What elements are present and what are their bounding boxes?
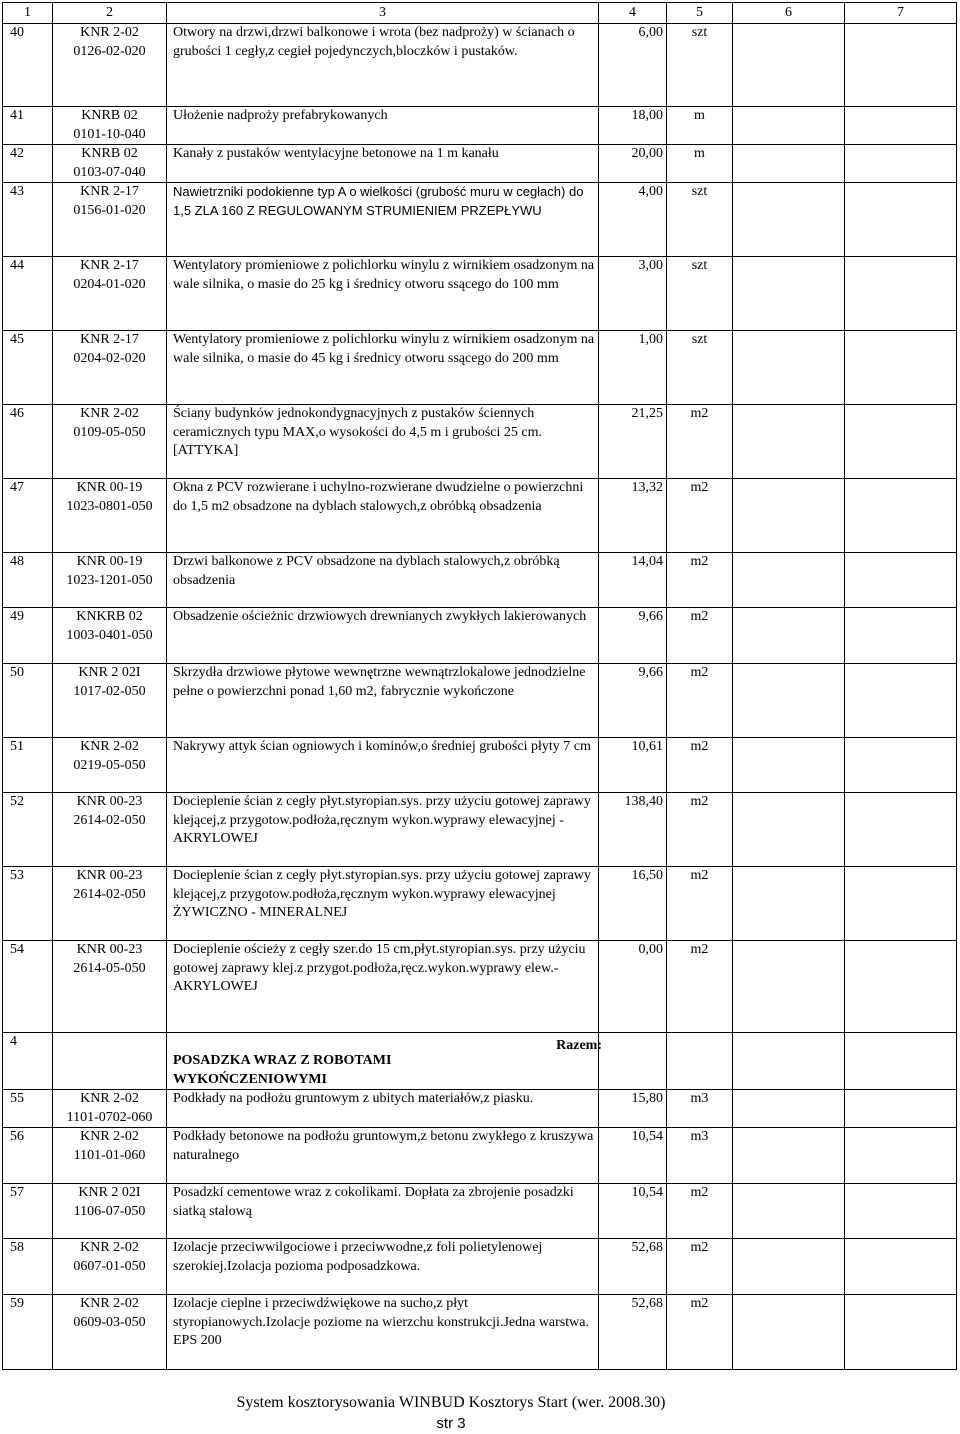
table-row [3,1090,957,1128]
value-cell [845,479,957,553]
item-description: Podkłady betonowe na podłożu gruntowym,z betonu zwykłego z kruszywa naturalnego [167,1128,599,1184]
table-row [3,553,957,608]
item-description: Kanały z pustaków wentylacyjne betonowe na 1 m kanału [167,145,599,183]
value-cell [845,553,957,608]
table-row [3,1184,957,1239]
norm-code-cell [53,664,167,738]
quantity-value: 52,68 [599,1239,667,1295]
price-cell [733,107,845,145]
quantity-value: 4,00 [599,183,667,257]
norm-position: 1101-01-060 [73,1147,146,1163]
norm-position: 1023-1201-050 [66,572,153,588]
item-number: 50 [3,664,53,738]
norm-catalog: KNR 2 02I [78,665,141,680]
value-cell [845,1184,957,1239]
norm-position: 0219-05-050 [73,757,146,773]
norm-code-cell [53,793,167,867]
unit-value: m [667,145,733,183]
column-header: 5 [667,3,733,24]
section-title-cell [167,1033,602,1090]
item-description: Drzwi balkonowe z PCV obsadzone na dyblach stalowych,z obróbką obsadzenia [167,553,599,608]
unit-value: m2 [667,793,733,867]
price-cell [733,608,845,664]
column-header: 1 [3,3,53,24]
item-number: 52 [3,793,53,867]
norm-position: 0101-10-040 [73,126,146,142]
table-row [3,145,957,183]
value-cell [845,738,957,793]
unit-value: m2 [667,941,733,1033]
norm-code-cell [53,608,167,664]
norm-code-cell [53,738,167,793]
norm-catalog: KNR 00-23 [76,942,143,957]
norm-position: 2614-05-050 [73,960,146,976]
item-description: Ułożenie nadproży prefabrykowanych [167,107,599,145]
price-cell [733,1239,845,1295]
price-cell [733,553,845,608]
norm-catalog: KNR 2-17 [80,184,139,199]
item-description: Docieplenie ścian z cegły płyt.styropian.sys. przy użyciu gotowej zaprawy klejącej,z przygotow.podłoża,ręcznym wykon.wyprawy elewacyjnej - AKRYLOWEJ [167,793,599,867]
item-number: 51 [3,738,53,793]
item-number: 44 [3,257,53,331]
quantity-value: 1,00 [599,331,667,405]
column-header: 4 [599,3,667,24]
quantity-cell [599,1033,667,1090]
unit-value: m3 [667,1128,733,1184]
item-number: 42 [3,145,53,183]
value-cell [845,1090,957,1128]
item-description: Docieplenie ścian z cegły płyt.styropian.sys. przy użyciu gotowej zaprawy klejącej,z przygotow.podłoża,ręcznym wykon.wyprawy elewacyjnej ŻYWICZNO - MINERALNEJ [167,867,599,941]
price-cell [733,1295,845,1370]
table-row [3,479,957,553]
table-row [3,941,957,1033]
quantity-value: 52,68 [599,1295,667,1370]
quantity-value: 18,00 [599,107,667,145]
column-header-row [3,3,957,24]
price-cell [733,1033,845,1090]
item-number: 41 [3,107,53,145]
norm-code-cell [53,1239,167,1295]
item-description: Izolacje cieplne i przeciwdźwiękowe na sucho,z płyt styropianowych.Izolacje poziome na wierzchu konstrukcji.Jedna warstwa. EPS 200 [167,1295,599,1370]
norm-catalog: KNR 00-23 [76,868,143,883]
table-row [3,1128,957,1184]
item-number: 45 [3,331,53,405]
item-description: Wentylatory promieniowe z polichlorku winylu z wirnikiem osadzonym na wale silnika, o masie do 45 kg i średnicy otworu ssącego do 200 mm [167,331,599,405]
item-number: 56 [3,1128,53,1184]
price-cell [733,867,845,941]
norm-code-cell [53,24,167,107]
norm-code-cell [53,1128,167,1184]
norm-catalog: KNRB 02 [81,146,138,161]
item-number: 55 [3,1090,53,1128]
item-number: 53 [3,867,53,941]
value-cell [845,1295,957,1370]
table-row [3,1295,957,1370]
item-number: 47 [3,479,53,553]
unit-value: m2 [667,553,733,608]
unit-cell [667,1033,733,1090]
norm-code-cell [53,1295,167,1370]
quantity-value: 13,32 [599,479,667,553]
item-description: Posadzki cementowe wraz z cokolikami. Dopłata za zbrojenie posadzki siatką stalową [167,1184,599,1239]
value-cell [845,24,957,107]
quantity-value: 10,54 [599,1184,667,1239]
norm-code-cell [53,941,167,1033]
quantity-value: 9,66 [599,608,667,664]
price-cell [733,24,845,107]
quantity-value: 14,04 [599,553,667,608]
table-row [3,608,957,664]
price-cell [733,1128,845,1184]
unit-value: szt [667,24,733,107]
unit-value: m2 [667,479,733,553]
price-cell [733,941,845,1033]
table-row [3,664,957,738]
value-cell [845,107,957,145]
item-description: Nawietrzniki podokienne typ A o wielkości (grubość muru w cegłach) do 1,5 ZLA 160 Z REGULOWANYM STRUMIENIEM PRZEPŁYWU [167,183,599,257]
quantity-value: 16,50 [599,867,667,941]
price-cell [733,183,845,257]
norm-catalog: KNR 2-02 [80,1296,139,1311]
quantity-value: 15,80 [599,1090,667,1128]
item-number: 57 [3,1184,53,1239]
item-number: 59 [3,1295,53,1370]
item-number: 46 [3,405,53,479]
unit-value: m2 [667,664,733,738]
item-number: 49 [3,608,53,664]
norm-position: 0156-01-020 [73,202,146,218]
value-cell [845,664,957,738]
norm-position: 2614-02-050 [73,886,146,902]
value-cell [845,331,957,405]
quantity-value: 10,54 [599,1128,667,1184]
price-cell [733,1090,845,1128]
value-cell [845,867,957,941]
unit-value: m2 [667,608,733,664]
item-description: Obsadzenie ościeżnic drzwiowych drewnianych zwykłych lakierowanych [167,608,599,664]
value-cell [845,941,957,1033]
unit-value: szt [667,257,733,331]
norm-position: 0204-01-020 [73,276,146,292]
norm-position: 0204-02-020 [73,350,146,366]
price-cell [733,664,845,738]
item-description: Docieplenie ościeży z cegły szer.do 15 cm,płyt.styropian.sys. przy użyciu gotowej zaprawy klej.z przygot.podłoża,ręcz.wykon.wyprawy elew.-AKRYLOWEJ [167,941,599,1033]
norm-position: 0103-07-040 [73,164,146,180]
item-number: 40 [3,24,53,107]
table-row [3,257,957,331]
unit-value: m2 [667,738,733,793]
value-cell [845,183,957,257]
quantity-value: 0,00 [599,941,667,1033]
price-cell [733,793,845,867]
column-header: 2 [53,3,167,24]
item-description: Ściany budynków jednokondygnacyjnych z pustaków ściennych ceramicznych typu MAX,o wysokości do 4,5 m i grubości 25 cm. [ATTYKA] [167,405,599,479]
unit-value: szt [667,331,733,405]
norm-code-cell [53,107,167,145]
item-number: 48 [3,553,53,608]
norm-catalog: KNR 00-23 [76,794,143,809]
table-row [3,405,957,479]
norm-catalog: KNR 00-19 [76,554,143,569]
norm-catalog: KNR 2 02I [78,1185,141,1200]
price-cell [733,479,845,553]
quantity-value: 20,00 [599,145,667,183]
table-row [3,867,957,941]
price-cell [733,331,845,405]
unit-value: szt [667,183,733,257]
quantity-value: 6,00 [599,24,667,107]
table-row [3,1239,957,1295]
table-row [3,183,957,257]
value-cell [845,405,957,479]
norm-position: 1106-07-050 [73,1203,146,1219]
value-cell [845,145,957,183]
norm-catalog: KNR 2-02 [80,25,139,40]
item-description: Wentylatory promieniowe z polichlorku winylu z wirnikiem osadzonym na wale silnika, o masie do 25 kg i średnicy otworu ssącego do 100 mm [167,257,599,331]
quantity-value: 9,66 [599,664,667,738]
price-cell [733,738,845,793]
table-row [3,331,957,405]
value-cell [845,793,957,867]
price-cell [733,1184,845,1239]
item-number: 43 [3,183,53,257]
unit-value: m2 [667,405,733,479]
item-description: Okna z PCV rozwierane i uchylno-rozwierane dwudzielne o powierzchni do 1,5 m2 obsadzone na dyblach stalowych,z obróbką obsadzenia [167,479,599,553]
table-row [3,793,957,867]
value-cell [845,608,957,664]
unit-value: m3 [667,1090,733,1128]
section-title: POSADZKA WRAZ Z ROBOTAMI WYKOŃCZENIOWYMI [173,1053,392,1087]
norm-position: 2614-02-050 [73,812,146,828]
unit-value: m2 [667,1295,733,1370]
table-row [3,107,957,145]
item-description: Skrzydła drzwiowe płytowe wewnętrzne wewnątrzlokalowe jednodzielne pełne o powierzchni ponad 1,60 m2, fabrycznie wykończone [167,664,599,738]
norm-catalog: KNR 2-02 [80,406,139,421]
norm-catalog: KNRB 02 [81,108,138,123]
footer-page-number: str 3 [436,1415,466,1432]
unit-value: m2 [667,867,733,941]
norm-position: 1023-0801-050 [66,498,153,514]
norm-position: 1017-02-050 [73,683,146,699]
value-cell [845,1128,957,1184]
item-description: Podkłady na podłożu gruntowym z ubitych materiałów,z piasku. [167,1090,599,1128]
item-description: Otwory na drzwi,drzwi balkonowe i wrota (bez nadproży) w ścianach o grubości 1 cegły,z cegieł pojedynczych,bloczków i pustaków. [167,24,599,107]
norm-code-cell [53,183,167,257]
norm-code-cell [53,1184,167,1239]
razem-label: Razem: [556,1038,602,1053]
value-cell [845,1033,957,1090]
norm-code-cell [53,479,167,553]
norm-catalog: KNKRB 02 [76,609,143,624]
value-cell [845,1239,957,1295]
cost-estimate-table [2,2,957,1370]
unit-value: m2 [667,1239,733,1295]
norm-code-cell [53,553,167,608]
table-row [3,24,957,107]
unit-value: m2 [667,1184,733,1239]
footer-system-name: System kosztorysowania WINBUD Kosztorys Start (wer. 2008.30) [236,1394,666,1411]
norm-code-cell [53,405,167,479]
norm-catalog: KNR 2-02 [80,1091,139,1106]
section-row [3,1033,957,1090]
quantity-value: 10,61 [599,738,667,793]
norm-code-cell [53,867,167,941]
column-header: 3 [167,3,599,24]
norm-code-cell [53,1090,167,1128]
column-header: 6 [733,3,845,24]
norm-position: 1101-0702-060 [66,1109,153,1125]
norm-catalog: KNR 2-02 [80,739,139,754]
item-description: Izolacje przeciwwilgociowe i przeciwwodne,z foli polietylenowej szerokiej.Izolacja pozioma podposadzkowa. [167,1239,599,1295]
price-cell [733,405,845,479]
norm-position: 0607-01-050 [73,1258,146,1274]
norm-catalog: KNR 2-02 [80,1129,139,1144]
item-number: 58 [3,1239,53,1295]
norm-position: 0609-03-050 [73,1314,146,1330]
norm-catalog: KNR 00-19 [76,480,143,495]
table-row [3,738,957,793]
norm-code-cell [53,145,167,183]
norm-position: 0109-05-050 [73,424,146,440]
quantity-value: 138,40 [599,793,667,867]
section-code-cell [53,1033,167,1090]
norm-catalog: KNR 2-17 [80,258,139,273]
quantity-value: 3,00 [599,257,667,331]
norm-catalog: KNR 2-17 [80,332,139,347]
norm-code-cell [53,257,167,331]
price-cell [733,257,845,331]
norm-catalog: KNR 2-02 [80,1240,139,1255]
norm-position: 1003-0401-050 [66,627,153,643]
item-description: Nakrywy attyk ścian ogniowych i kominów,o średniej grubości płyty 7 cm [167,738,599,793]
unit-value: m [667,107,733,145]
section-number: 4 [3,1033,53,1090]
value-cell [845,257,957,331]
column-header: 7 [845,3,957,24]
item-number: 54 [3,941,53,1033]
norm-position: 0126-02-020 [73,43,146,59]
norm-code-cell [53,331,167,405]
price-cell [733,145,845,183]
quantity-value: 21,25 [599,405,667,479]
